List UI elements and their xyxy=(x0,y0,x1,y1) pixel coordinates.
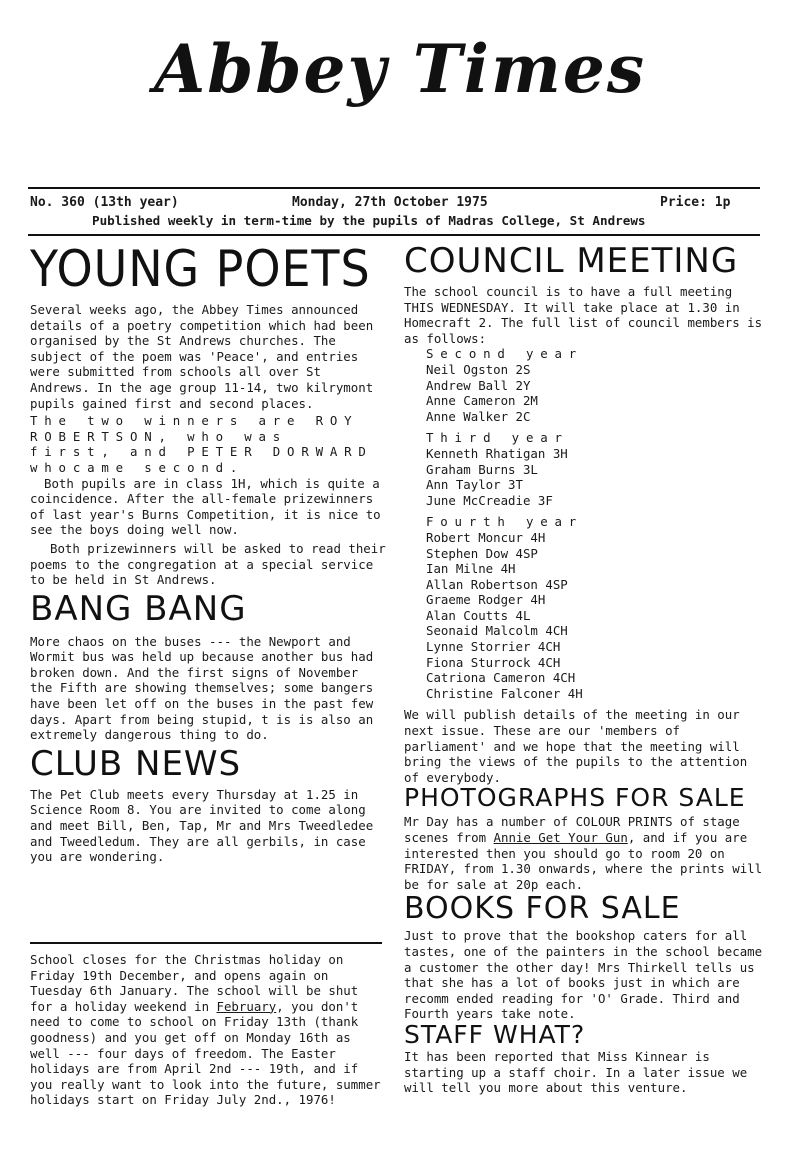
council-member-name: Ann Taylor 3T xyxy=(426,477,523,493)
council-member-name: Robert Moncur 4H xyxy=(426,529,546,545)
council-year-label: Third year xyxy=(426,430,569,446)
young-poets-p2: The two winners are ROY ROBERTSON, who was first, and PETER DORWARD whocame second. xyxy=(30,413,373,475)
council-member-name: Ian Milne 4H xyxy=(426,561,516,577)
council-intro: The school council is to have a full meeting THIS WEDNESDAY. It will take place at 1.30 in Homecraft 2. The full list of council members is as follows: xyxy=(404,284,763,346)
council-member-name: Alan Coutts 4L xyxy=(426,607,531,623)
council-heading: COUNCIL MEETING xyxy=(404,241,739,281)
holidays-p1 xyxy=(30,952,386,1108)
staff-article xyxy=(404,1019,768,1096)
council-member-name: Andrew Ball 2Y xyxy=(426,377,531,393)
council-year-group xyxy=(426,346,768,424)
photographs-text-after: , and if you are interested then you should go to room 20 on FRIDAY, from 1.30 onwards, where the prints will be for sale at 20p each. xyxy=(404,830,763,892)
bang-bang-article xyxy=(30,588,386,743)
council-member-name: Anne Cameron 2M xyxy=(426,393,538,409)
photographs-show: Annie Get Your Gun xyxy=(493,830,628,845)
council-year-group xyxy=(426,430,768,508)
council-member-name: Catriona Cameron 4CH xyxy=(426,670,576,686)
young-poets-p3: Both pupils are in class 1H, which is quite a coincidence. After the all-female prizewinners of last year's Burns Competition, it is nice to see the boys doing well now. xyxy=(30,475,381,538)
photographs-heading: PHOTOGRAPHS FOR SALE xyxy=(404,783,746,813)
holidays-month: February xyxy=(216,998,277,1014)
club-news-p1: The Pet Club meets every Thursday at 1.25 in Science Room 8. You are invited to come along and meet Bill, Ben, Tap, Mr and Mrs Tweedledee and Tweedledum. They are all gerbils, in case you are wondering. xyxy=(30,786,374,865)
young-poets-article xyxy=(30,240,386,588)
young-poets-heading: YOUNG POETS xyxy=(30,240,371,298)
council-members xyxy=(404,346,768,701)
council-year-group xyxy=(426,514,768,701)
council-year-label: Fourth year xyxy=(426,514,584,530)
books-heading: BOOKS FOR SALE xyxy=(404,891,681,927)
holidays-text-before: School closes for the Christmas holiday on Friday 19th December, and opens again on Tuesday 6th January. The school will be shut for a holiday weekend in xyxy=(30,952,359,1014)
bang-bang-p1: More chaos on the buses --- the Newport and Wormit bus was held up because another bus had broken down. And the first signs of November the Fifth are showing themselves; some bangers have been let off on the buses in the past few days. Apart from being stupid, t is is also an extremely dangerous thing to do. xyxy=(30,633,374,743)
photographs-article xyxy=(404,785,768,892)
issue-price: Price: 1p xyxy=(660,195,731,210)
council-member-name: Stephen Dow 4SP xyxy=(426,545,538,561)
council-member-name: Seonaid Malcolm 4CH xyxy=(426,623,568,639)
holidays-divider xyxy=(30,942,382,944)
council-year-label: Second year xyxy=(426,346,584,362)
issue-date: Monday, 27th October 1975 xyxy=(292,195,488,210)
club-news-heading: CLUB NEWS xyxy=(30,743,242,784)
books-p1: Just to prove that the bookshop caters for all tastes, one of the painters in the school became a customer the other day! Mrs Thirkell tells us that she has a lot of books just in which are recomm ended reading for 'O' Grade. Third and Fourth years take note. xyxy=(404,928,763,1022)
right-column xyxy=(404,241,768,1096)
photographs-p1 xyxy=(404,814,768,892)
council-member-name: Lynne Storrier 4CH xyxy=(426,639,561,655)
masthead-rule-top xyxy=(28,187,760,189)
masthead: Abbey Times xyxy=(154,30,646,108)
council-member-name: Fiona Sturrock 4CH xyxy=(426,654,561,670)
staff-heading: STAFF WHAT? xyxy=(404,1019,586,1049)
young-poets-p4: Both prizewinners will be asked to read their poems to the congregation at a special service to be held in St Andrews. xyxy=(30,540,386,588)
council-member-name: Anne Walker 2C xyxy=(426,408,531,424)
books-article xyxy=(404,891,768,1022)
left-column xyxy=(30,240,386,865)
council-member-name: Graeme Rodger 4H xyxy=(426,592,546,608)
bang-bang-heading: BANG BANG xyxy=(30,588,247,629)
council-member-name: June McCreadie 3F xyxy=(426,492,553,508)
young-poets-p1: Several weeks ago, the Abbey Times announced details of a poetry competition which had been organised by the St Andrews churches. The subject of the poem was 'Peace', and entries were submitted from schools all over St Andrews. In the age group 11-14, two kilrymont pupils gained first and second places. xyxy=(30,302,374,411)
holidays-text-after: , you don't need to come to school on Friday 13th (thank goodness) and you get off on Monday 16th as well --- four days of freedom. The Easter holidays are from April 2nd --- 19th, and if you really want to look into the future, summer holidays start on Friday July 2nd., 1976! xyxy=(30,998,381,1108)
council-member-name: Christine Falconer 4H xyxy=(426,685,583,701)
holidays-article xyxy=(30,952,386,1108)
issue-published: Published weekly in term-time by the pupils of Madras College, St Andrews xyxy=(92,213,646,228)
photographs-text-before: Mr Day has a number of COLOUR PRINTS of stage scenes from xyxy=(404,814,740,845)
club-news-article xyxy=(30,743,386,865)
council-article xyxy=(404,241,768,785)
issue-number: No. 360 (13th year) xyxy=(30,195,179,210)
council-member-name: Kenneth Rhatigan 3H xyxy=(426,445,568,461)
staff-p1: It has been reported that Miss Kinnear is starting up a staff choir. In a later issue we will tell you more about this venture. xyxy=(404,1048,748,1096)
masthead-rule-bottom xyxy=(28,234,760,236)
council-member-name: Allan Robertson 4SP xyxy=(426,576,568,592)
council-member-name: Graham Burns 3L xyxy=(426,461,538,477)
council-member-name: Neil Ogston 2S xyxy=(426,361,531,377)
council-outro: We will publish details of the meeting in our next issue. These are our 'members of parliament' and we hope that the meeting will bring the views of the pupils to the attention of everybody. xyxy=(404,707,748,785)
